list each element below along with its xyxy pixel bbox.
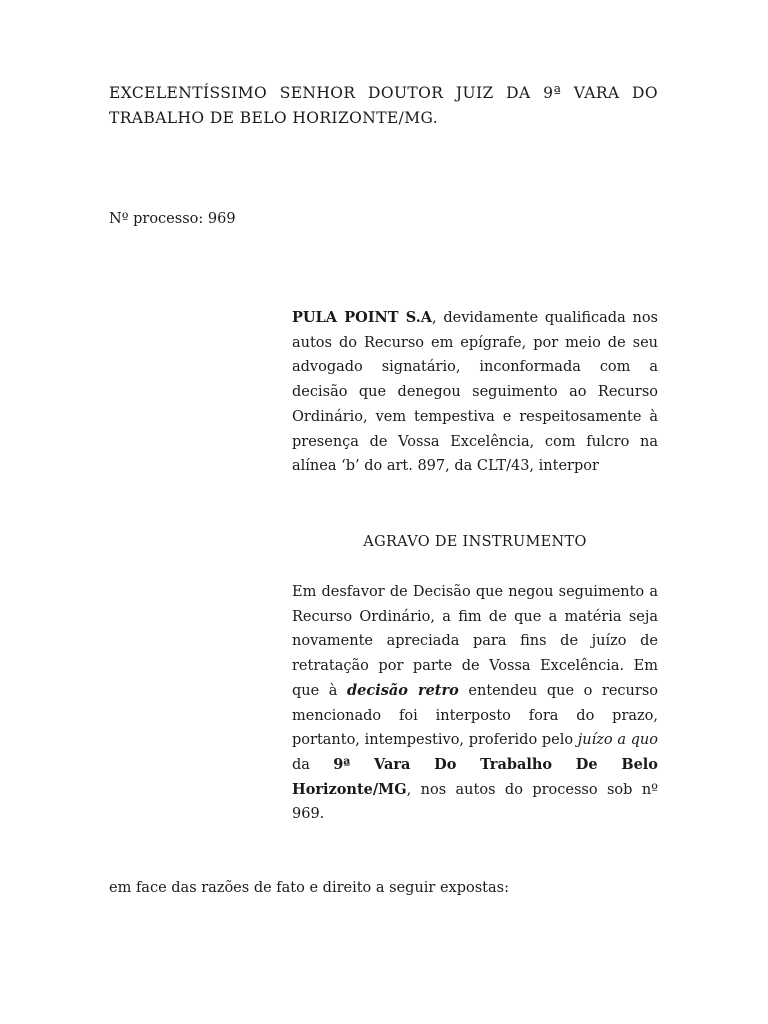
closing-line: em face das razões de fato e direito a seguir expostas: — [109, 880, 509, 896]
document-title: AGRAVO DE INSTRUMENTO — [363, 534, 587, 550]
body-paragraph — [292, 580, 658, 827]
court-address-heading — [109, 81, 658, 131]
party-name: PULA POINT S.A — [292, 309, 432, 326]
body-text-2: entendeu que o recurso mencionado foi interposto fora do prazo, portanto, intempestivo, proferido pelo — [292, 682, 658, 749]
court-name: 9ª Vara Do Trabalho De Belo Horizonte/MG — [292, 755, 658, 798]
body-text-4: , nos autos do processo sob nº 969. — [292, 781, 658, 823]
intro-paragraph — [292, 306, 658, 479]
intro-text: , devidamente qualificada nos autos do Recurso em epígrafe, por meio de seu advogado signatário, inconformada com a decisão que denegou seguimento ao Recurso Ordinário, vem tempestiva e respeitosamente à presença de Vossa Excelência, com fulcro na alínea ‘b’ do art. 897, da CLT/43, interpor — [292, 310, 658, 475]
body-text-3: da — [292, 756, 334, 773]
heading-line-2: TRABALHO DE BELO HORIZONTE/MG. — [109, 109, 439, 127]
body-text-1: Em desfavor de Decisão que negou seguimento a Recurso Ordinário, a fim de que a matéria seja novamente apreciada para fins de juízo de retratação por parte de Vossa Excelência. Em que à — [292, 584, 658, 699]
body-emphasis-juizo-a-quo: juízo a quo — [577, 732, 658, 749]
body-emphasis-decisao-retro: decisão retro — [347, 681, 459, 699]
heading-line-1: EXCELENTÍSSIMO SENHOR DOUTOR JUIZ DA 9ª VARA DO — [109, 84, 658, 102]
process-number: Nº processo: 969 — [109, 211, 236, 227]
